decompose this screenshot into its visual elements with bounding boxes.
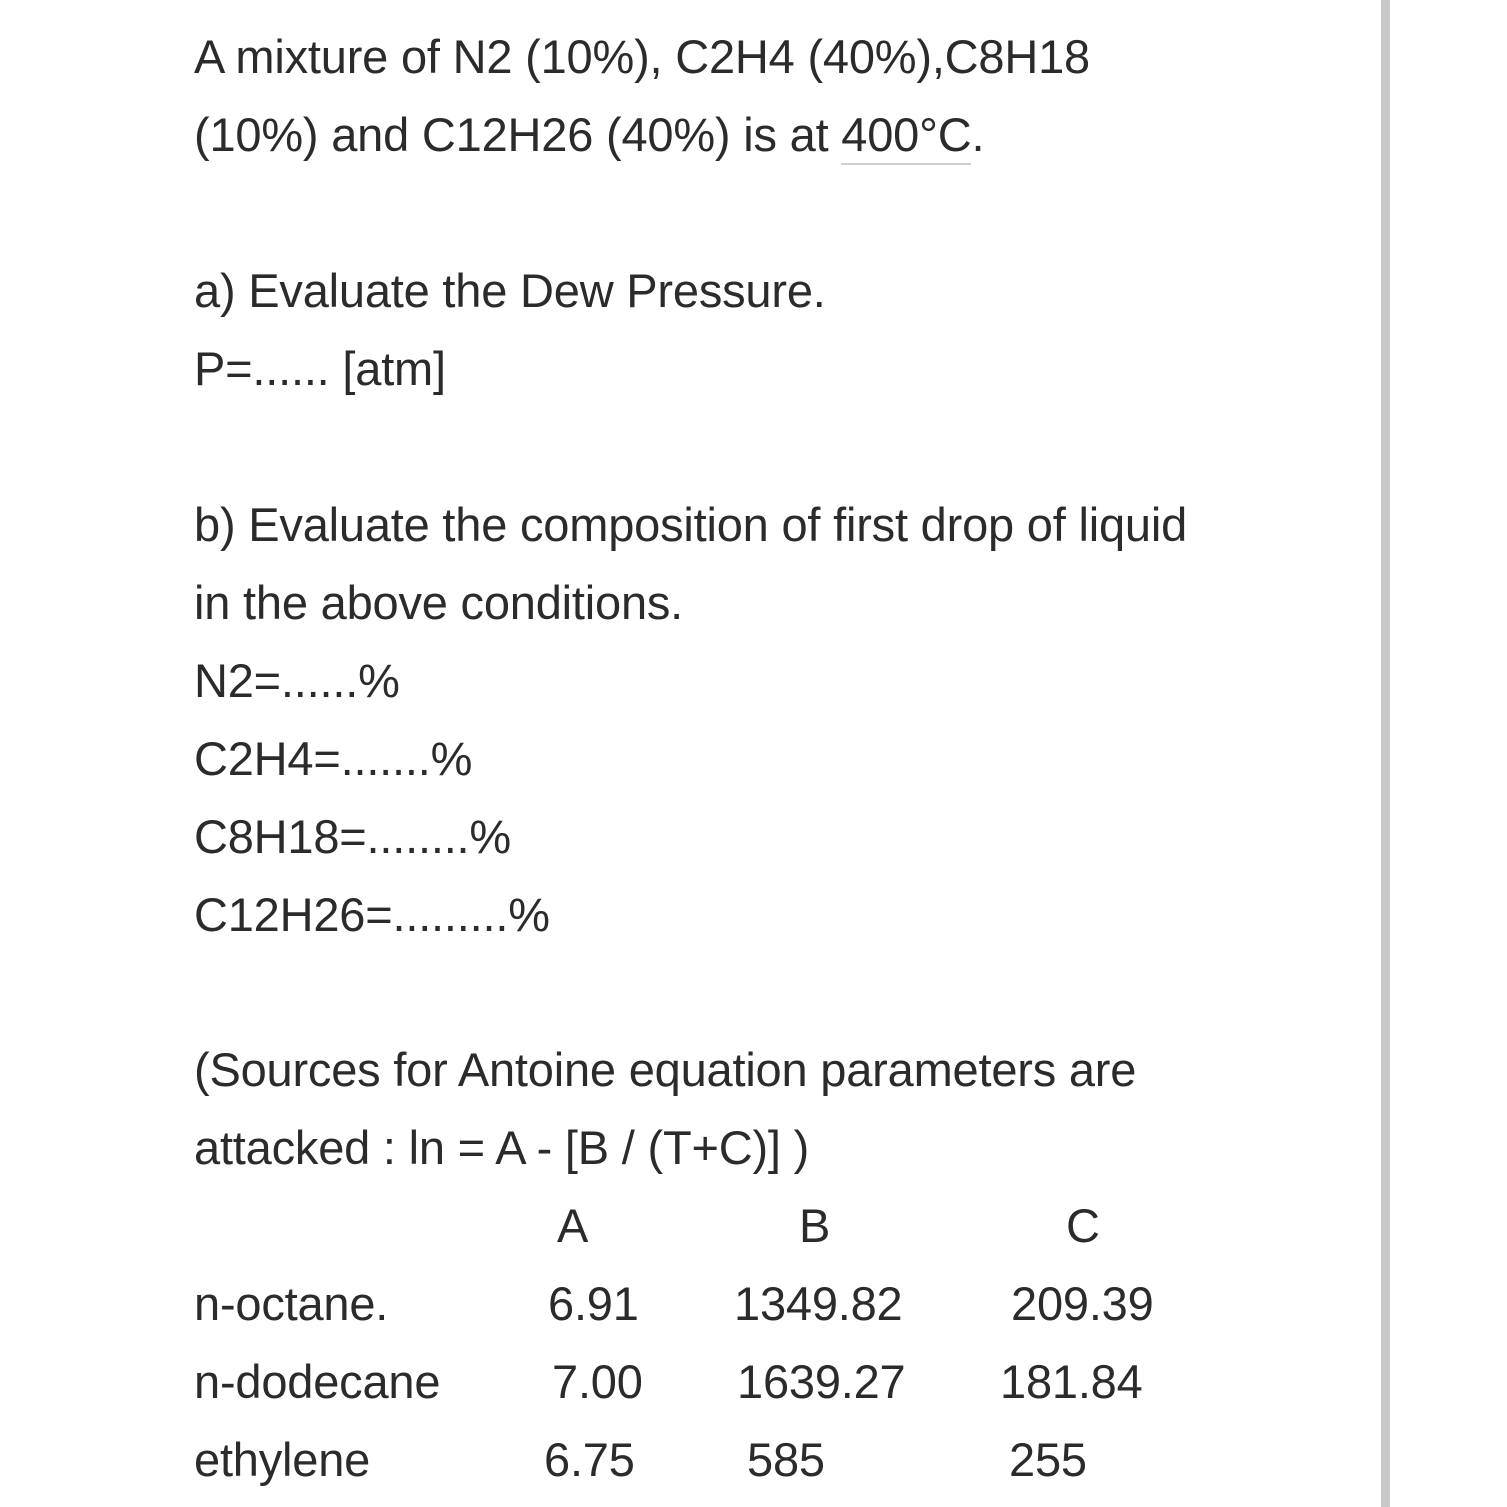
row-dodecane-c: 181.84 (1000, 1355, 1143, 1408)
row-ethylene-name: ethylene (194, 1433, 371, 1486)
intro-line-2-suffix: . (971, 108, 985, 161)
row-ethylene-a: 6.75 (544, 1433, 635, 1486)
part-b-prompt-line-2: in the above conditions. (194, 576, 684, 629)
intro-line-2 (194, 107, 984, 163)
header-b: B (799, 1199, 831, 1252)
row-octane-name: n-octane. (194, 1277, 389, 1330)
row-ethylene-b: 585 (747, 1433, 825, 1486)
part-a-answer: P=...... [atm] (194, 342, 446, 395)
row-dodecane-b: 1639.27 (737, 1355, 906, 1408)
intro-line-2-prefix: (10%) and C12H26 (40%) is at (194, 108, 842, 161)
row-octane-b: 1349.82 (734, 1277, 903, 1330)
temperature-link[interactable]: 400°C (841, 108, 971, 165)
row-octane-c: 209.39 (1011, 1277, 1154, 1330)
answer-c8h18: C8H18=........% (194, 810, 512, 863)
sources-line-1: (Sources for Antoine equation parameters are (194, 1043, 1137, 1096)
row-octane-a: 6.91 (548, 1277, 639, 1330)
scrollbar-track[interactable] (1381, 0, 1390, 1507)
sources-line-2: attacked : ln = A - [B / (T+C)] ) (194, 1121, 810, 1174)
row-ethylene-c: 255 (1009, 1433, 1087, 1486)
answer-c12h26: C12H26=.........% (194, 888, 550, 941)
part-a-prompt: a) Evaluate the Dew Pressure. (194, 264, 826, 317)
part-b-prompt-line-1: b) Evaluate the composition of first drop of liquid (194, 498, 1188, 551)
answer-c2h4: C2H4=.......% (194, 732, 473, 785)
header-a: A (557, 1199, 589, 1252)
row-dodecane-a: 7.00 (552, 1355, 643, 1408)
row-dodecane-name: n-dodecane (194, 1355, 441, 1408)
answer-n2: N2=......% (194, 654, 400, 707)
intro-line-1: A mixture of N2 (10%), C2H4 (40%),C8H18 (194, 30, 1090, 83)
header-c: C (1066, 1199, 1100, 1252)
